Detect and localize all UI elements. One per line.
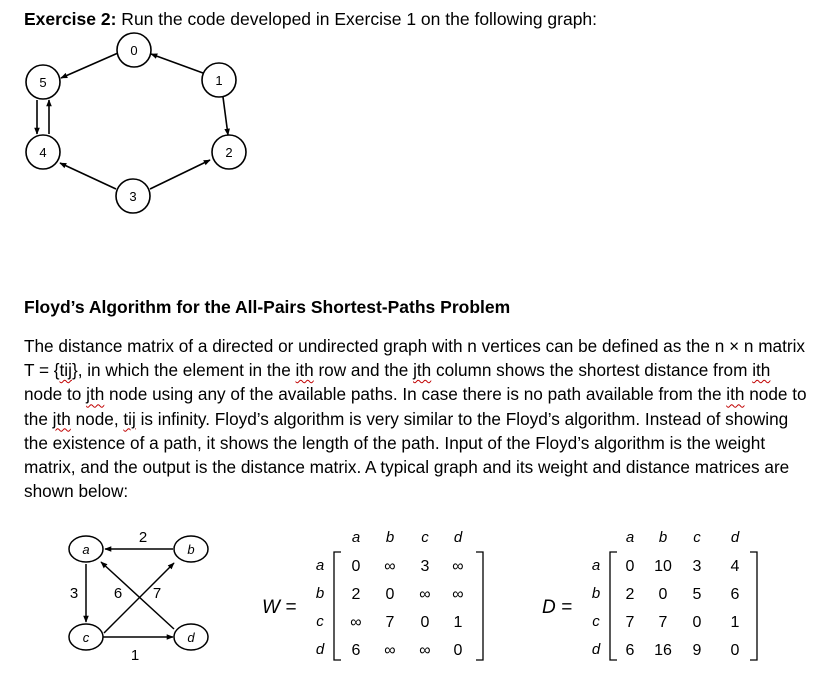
matrix-w-col-headers (352, 529, 463, 546)
matrix-cell: 4 (730, 558, 740, 575)
node-1-label: 1 (215, 73, 223, 88)
edge-1-2 (223, 97, 228, 135)
matrix-cell: 0 (385, 586, 395, 603)
weight-matrix (250, 520, 495, 688)
matrix-cell: 10 (654, 558, 672, 575)
row-header: d (591, 641, 601, 658)
text-run: row and the (313, 360, 414, 381)
node-d-label: d (187, 630, 195, 645)
matrix-cell: 0 (351, 558, 361, 575)
node-3-label: 3 (129, 189, 137, 204)
distance-matrix (530, 520, 810, 688)
edge-label-cd: 1 (130, 647, 140, 664)
edge-label-cb: 7 (152, 585, 162, 602)
matrix-w-cells (350, 558, 463, 659)
matrix-cell: 7 (625, 614, 635, 631)
edge-3-2 (150, 160, 210, 189)
matrix-d-right-bracket (750, 552, 757, 660)
matrix-cell: 0 (730, 642, 740, 659)
node-0 (117, 33, 151, 67)
matrix-cell: ∞ (384, 558, 396, 575)
matrix-cell: ∞ (452, 586, 464, 603)
text-run: column shows the shortest distance from (431, 360, 753, 381)
section-title: Floyd’s Algorithm for the All-Pairs Shortest-Paths Problem (24, 297, 511, 317)
matrix-w-row-headers (316, 557, 325, 658)
col-header: b (385, 529, 395, 546)
example-graph (0, 520, 240, 688)
edge-label-da: 6 (113, 585, 123, 602)
node-b-label: b (187, 542, 195, 557)
text-run: node to (24, 384, 87, 405)
col-header: d (453, 529, 463, 546)
matrix-cell: 2 (625, 586, 635, 603)
matrix-cell: 2 (351, 586, 361, 603)
exercise-graph (0, 0, 821, 290)
node-0-label: 0 (130, 43, 138, 58)
col-header: c (421, 529, 429, 546)
text-run: node using any of the available paths. In case there is no path available from the (104, 384, 727, 405)
term-ith: ith (752, 360, 771, 381)
matrix-cell: 6 (351, 642, 361, 659)
term-tij: tij (59, 360, 72, 381)
node-5-label: 5 (39, 75, 47, 90)
body-paragraph (24, 334, 809, 503)
matrix-w-left-bracket (334, 552, 341, 660)
term-jth: jth (413, 360, 432, 381)
node-5 (26, 65, 60, 99)
matrix-d-name: D = (542, 597, 573, 618)
matrix-cell: 16 (654, 642, 672, 659)
col-header: b (658, 529, 668, 546)
text-run: node, (70, 408, 124, 429)
row-header: c (316, 613, 324, 630)
matrix-cell: ∞ (384, 642, 396, 659)
col-header: c (693, 529, 701, 546)
node-2 (212, 135, 246, 169)
matrix-cell: 0 (692, 614, 702, 631)
matrix-cell: 6 (625, 642, 635, 659)
matrix-cell: ∞ (350, 614, 362, 631)
node-c (69, 624, 103, 650)
matrix-w-right-bracket (476, 552, 483, 660)
text-run: }, in which the element in the (71, 360, 296, 381)
edge-label-ac: 3 (69, 585, 79, 602)
matrix-cell: 6 (730, 586, 740, 603)
edge-0-5 (61, 53, 118, 78)
term-ith: ith (295, 360, 314, 381)
matrix-d-left-bracket (610, 552, 617, 660)
matrix-cell: 1 (730, 614, 740, 631)
text-run: The distance matrix of a directed or undirected graph with n vertices can be defined as the n × n matrix T = { (24, 336, 806, 381)
node-a-label: a (82, 542, 90, 557)
matrix-cell: 5 (692, 586, 702, 603)
term-tij: tij (123, 408, 136, 429)
edge-3-4 (60, 163, 116, 189)
matrix-cell: 0 (625, 558, 635, 575)
row-header: b (315, 585, 325, 602)
matrix-cell: 7 (658, 614, 668, 631)
matrix-cell: 0 (453, 642, 463, 659)
node-b (174, 536, 208, 562)
matrix-cell: 0 (658, 586, 668, 603)
text-run: is infinity. Floyd’s algorithm is very similar to the Floyd’s algorithm. Instead of showing the existence of a path, it shows the length of the path. Input of the Floyd’s algorithm is the weight matrix, and the output is the distance matrix. A typical graph and its weight and distance matrices are shown below: (24, 408, 790, 502)
matrix-cell: 3 (692, 558, 702, 575)
matrix-cell: ∞ (419, 586, 431, 603)
edge-1-0 (151, 54, 203, 73)
row-header: d (315, 641, 325, 658)
node-2-label: 2 (225, 145, 233, 160)
term-jth: jth (86, 384, 105, 405)
matrix-cell: ∞ (419, 642, 431, 659)
term-ith: ith (726, 384, 745, 405)
edge-d-a (101, 562, 174, 629)
matrix-cell: 9 (692, 642, 702, 659)
text-run: node to the (24, 384, 807, 429)
matrix-cell: 3 (420, 558, 430, 575)
row-header: a (591, 557, 601, 574)
matrix-cell: 0 (420, 614, 430, 631)
node-a (69, 536, 103, 562)
node-3 (116, 179, 150, 213)
col-header: d (730, 529, 740, 546)
matrix-d-cells (626, 558, 740, 659)
matrix-d-row-headers (592, 557, 601, 658)
matrix-cell: 1 (453, 614, 463, 631)
node-d (174, 624, 208, 650)
edge-label-ba: 2 (138, 529, 148, 546)
exercise-text: Run the code developed in Exercise 1 on the following graph: (116, 9, 598, 29)
col-header: a (625, 529, 635, 546)
node-c-label: c (82, 630, 90, 645)
matrix-cell: 7 (385, 614, 395, 631)
term-jth: jth (52, 408, 71, 429)
node-4 (26, 135, 60, 169)
matrix-cell: ∞ (452, 558, 464, 575)
row-header: a (315, 557, 325, 574)
exercise-label: Exercise 2: (24, 9, 117, 29)
node-1 (202, 63, 236, 97)
col-header: a (351, 529, 361, 546)
matrix-d-col-headers (626, 529, 740, 546)
row-header: b (591, 585, 601, 602)
matrix-w-name: W = (262, 597, 297, 618)
node-4-label: 4 (39, 145, 47, 160)
row-header: c (592, 613, 600, 630)
